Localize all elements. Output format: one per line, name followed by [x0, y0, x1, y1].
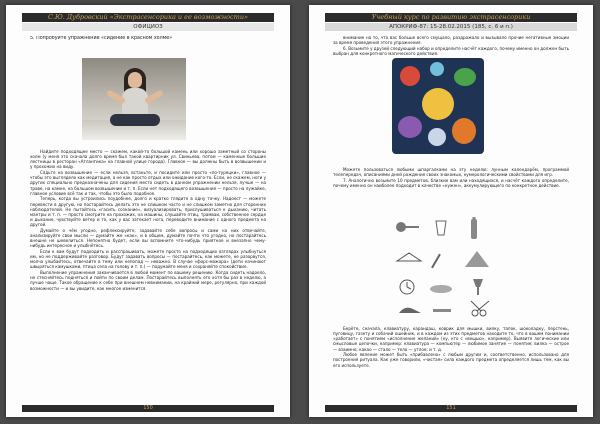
- key-icon: [396, 222, 419, 232]
- left-header-bar: С.Ю. Дубровский «Экстрасенсорика и ее возможности»: [22, 13, 274, 22]
- left-page-number: 150: [22, 405, 274, 412]
- meditation-photo: [82, 58, 186, 140]
- left-page: [6, 5, 290, 417]
- scissors-icon: [471, 301, 489, 316]
- right-top-text: [333, 35, 569, 57]
- hanger-icon: [397, 253, 421, 261]
- right-mid-text: [333, 167, 569, 199]
- objects-grid: [391, 217, 507, 321]
- tent-icon: [465, 251, 489, 267]
- objects-illustration: [391, 217, 507, 321]
- pen-icon: [431, 254, 441, 269]
- moon-icon: [428, 128, 446, 146]
- left-subheader: ОФИЦИОЗ: [22, 23, 274, 31]
- right-header-bar: Учебный курс по развитию экстрасенсорики: [325, 13, 577, 22]
- exercise-heading: 5. Попробуйте упражнение «сидение в красном холме»: [30, 36, 173, 41]
- right-bottom-text: [333, 326, 569, 402]
- head-shape: [128, 72, 142, 88]
- legs-shape: [110, 114, 160, 126]
- sun-icon: [422, 88, 454, 120]
- right-paragraph: 6. Возьмите у друзей следующий набор и определите насчёт каждого, почему именно он должен быть выбран для конкретного магического действия.: [333, 45, 569, 56]
- right-page: [309, 5, 593, 417]
- comb-icon: [433, 309, 451, 312]
- red-circle-icon: [400, 66, 420, 86]
- lamp-icon: [473, 279, 483, 295]
- right-page-number: 151: [325, 405, 577, 412]
- symbolic-objects-collage: [392, 58, 484, 154]
- leaf-icon: [454, 68, 476, 86]
- clock-icon: [400, 280, 414, 294]
- left-body-text: [30, 149, 266, 401]
- dish-icon: [430, 285, 452, 293]
- right-paragraph: Можете пользоваться любыми шпаргалками на эту неделю: лунным календарём, программой телепередач, описаниями дней рождения своих знакомых, нумерологическими свойствами для игр.: [333, 167, 569, 178]
- fruit-icon: [452, 118, 476, 144]
- right-subheader: АПОКРИФ-87: 15-28.02.2015 (185, с. 6 и п.): [325, 23, 577, 31]
- body-shape: [122, 88, 148, 116]
- right-arm-shape: [144, 89, 164, 104]
- left-paragraph: Выполнение упражнения заканчивается в любой момент по вашему решению. Когда сидеть надоело, не стесняйтесь подняться и пойти по своим делам. Постарайтесь выполнять его хотя бы раз в неделю, а лучше чаще. Такое обращение к себе при внешнем невнимании, на крайний мере, регулярно, при каждой возможности — и вы увидите, как многое изменится.: [30, 270, 266, 291]
- right-paragraph: Любое явление может быть «прибавлено» с любым другим и, соответственно, использовано для построения ритуала. Как уже говорили, «чистая» сила каждого предмета определяется лишь тем, как вы его используете.: [333, 352, 569, 368]
- left-paragraph: Если к вам будут подходить и расспрашивать, можете просто на подходящих взглядах улыбнуться им, но не поддерживайте разговор. Будут задавать вопросы — постарайтесь, как можете, не разорвутся, молча улыбайтесь, отвечайте в тему или непопад — неважно. В случае «форс-мажора» (дети начинают швыряться камушками, птица села на голову и т. п.) — подумайте меня и сохраняйте спокойствие.: [30, 248, 266, 270]
- left-paragraph: Найдите подходящее место — скажем, какой-то большой камень или хорошо заметный со стороны холм (у меня это скачала долго время был такой квартирник ул. Свиньева, потом — каменные большие лестницы в ресторан «Атлантика» на главной улице города). Главное — вы должны быть в возвышении и у прохожих на виду.: [30, 149, 266, 170]
- left-paragraph: Думайте о чём угодно, рефлексируйте, задавайте себе вопросы и сами на них отвечайте, анализируйте свои мысли — думайте же «как», и в общем, думайте почти что угодно, но постарайтесь внешне не шевелиться. Непонятно будет, если вы вспомните что-нибудь приятное и внезапно чему-нибудь интересное и улыбнётесь.: [30, 227, 266, 249]
- right-paragraph: 7. Аналогично возьмите 10 предметов, близкие вам или находящихся, и насчёт каждого определите, почему именно он наиболее подходит в качестве «нужен», аккумулирующего по конкретное действие.: [333, 177, 569, 188]
- left-paragraph: Теперь, когда вы устроились поудобнее, долго и кратко глядите в одну точку. Надоест — можете перевести в другую, но постарайтесь делать это не слишком часто и не слишком заметно для сторонних наблюдателей. Не пытайтесь «гасить сознание», визуализировать, прислушиваться к дыханию, читать мантры и т. п. — просто смотрите на прохожих, на машины, слушайте птиц, трамваи, собственное сердце и дыхание, чувствуйте ветер и то, как у вас затекает нога, переводите внимание с одного предмета на другой.: [30, 196, 266, 228]
- glass-icon: [436, 221, 446, 235]
- shoe-icon: [399, 308, 421, 313]
- bottle-icon: [471, 217, 477, 239]
- left-paragraph: Сядьте на возвышение — если нельзя, встаньте, и посидите или просто «по-турецки», главное — чтобы это выглядело как медитация, а не как просто отдых или ожидание кого-то. Если, не скажем, ноги у других специально предназначены для сидения место сидеть в данном упражнении нельзя, лучше — на траве, на камне, на большом возвышении и т. п. Если нет подходящего возвышения — просто на лужайке, главное условие всё так и так, чтобы это было подобное.: [30, 170, 266, 196]
- grape-icon: [398, 116, 422, 138]
- water-drop-icon: [430, 62, 444, 76]
- right-paragraph: внимание на то, что вас больше всего смущало, раздражало и вызывало прочие негативные эмоции за время проведения этого упражнения.: [333, 35, 569, 46]
- right-paragraph: Берёте, сначала, клавиатуру, карандаш, коврик для мышки, вилку, тапок, шоколадку, перстень, пуговицу, газету и собачий ошейник, и в каждом из этих предметов находите то, что в вашем понимании «работает» с понятием «исполнение желаний» (ну, кто с «вещью», например). Выявите логические или смысловые цепочки, например: клавиатура — компьютер — любимое занятие — понятие; вилка — острое — взаимно; какао — стало — тело — утлое; и т. д.: [333, 326, 569, 352]
